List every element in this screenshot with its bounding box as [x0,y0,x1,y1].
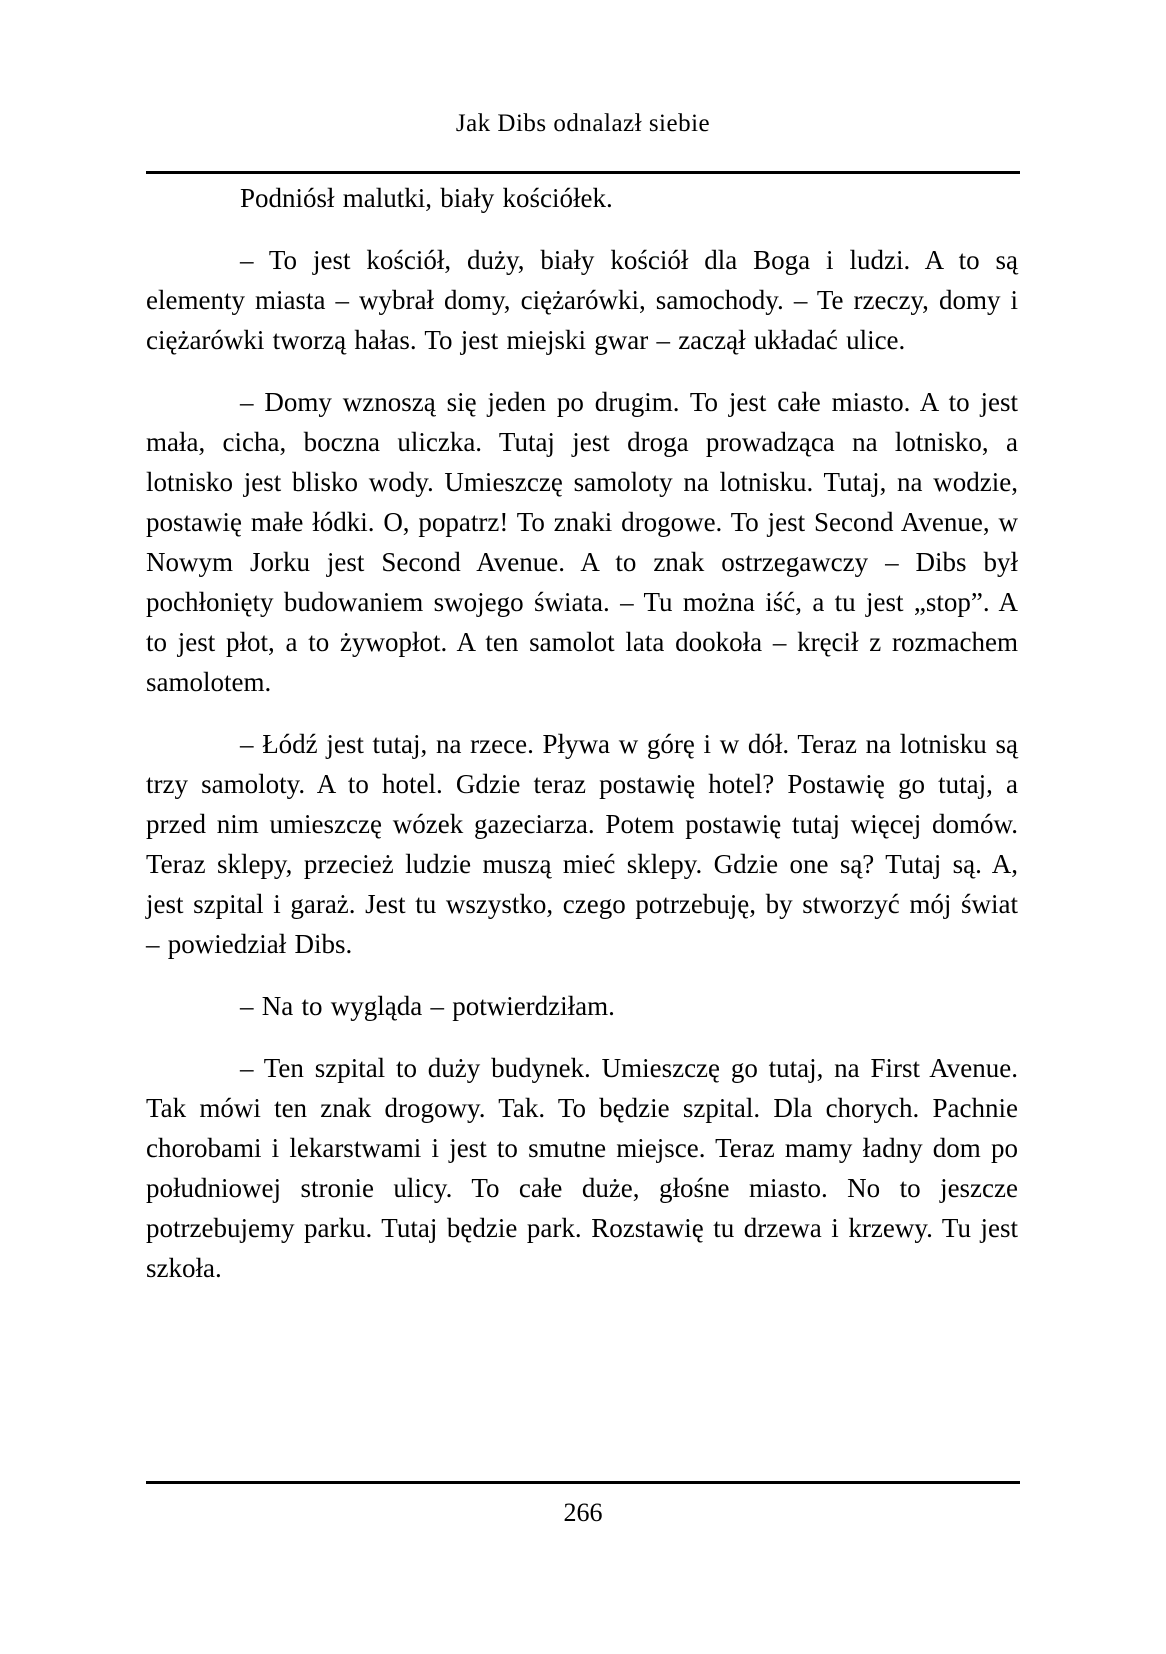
body-paragraph: – Ten szpital to duży budynek. Umieszczę go tutaj, na First Avenue. Tak mówi ten znak drogowy. Tak. To będzie szpital. Dla chorych. Pachnie chorobami i lekarstwami i jest to smutne miejsce. Teraz mamy ładny dom po południowej stronie ulicy. To całe duże, głośne miasto. No to jeszcze potrzebujemy parku. Tutaj będzie park. Rozstawię tu drzewa i krzewy. Tu jest szkoła. [146,1053,1018,1283]
body-paragraph: – To jest kościół, duży, biały kościół dla Boga i ludzi. A to są elementy miasta – wybrał domy, ciężarówki, samochody. – Te rzeczy, domy i ciężarówki tworzą hałas. To jest miejski gwar – zaczął układać ulice. [146,245,1018,355]
body-paragraph: – Łódź jest tutaj, na rzece. Pływa w górę i w dół. Teraz na lotnisku są trzy samoloty. A to hotel. Gdzie teraz postawię hotel? Postawię go tutaj, a przed nim umieszczę wózek gazeciarza. Potem postawię tutaj więcej domów. Teraz sklepy, przecież ludzie muszą mieć sklepy. Gdzie one są? Tutaj są. A, jest szpital i garaż. Jest tu wszystko, czego potrzebuję, by stworzyć mój świat – powiedział Dibs. [146,729,1018,959]
body-paragraph: – Domy wznoszą się jeden po drugim. To jest całe miasto. A to jest mała, cicha, boczna uliczka. Tutaj jest droga prowadząca na lotnisko, a lotnisko jest blisko wody. Umieszczę samoloty na lotnisku. Tutaj, na wodzie, postawię małe łódki. O, popatrz! To znaki drogowe. To jest Second Avenue, w Nowym Jorku jest Second Avenue. A to znak ostrzegawczy – Dibs był pochłonięty budowaniem swojego świata. – Tu można iść, a tu jest „stop”. A to jest płot, a to żywopłot. A ten samolot lata dookoła – kręcił z rozmachem samolotem. [146,387,1018,697]
footer-rule [146,1481,1020,1484]
running-header-title: Jak Dibs odnalazł siebie [455,110,711,137]
page-number: 266 [563,1498,603,1527]
page-body-text [146,178,1018,1288]
body-paragraph: – Na to wygląda – potwierdziłam. [240,991,615,1021]
body-paragraph: Podniósł malutki, biały kościółek. [240,183,613,213]
header-rule [146,171,1020,174]
